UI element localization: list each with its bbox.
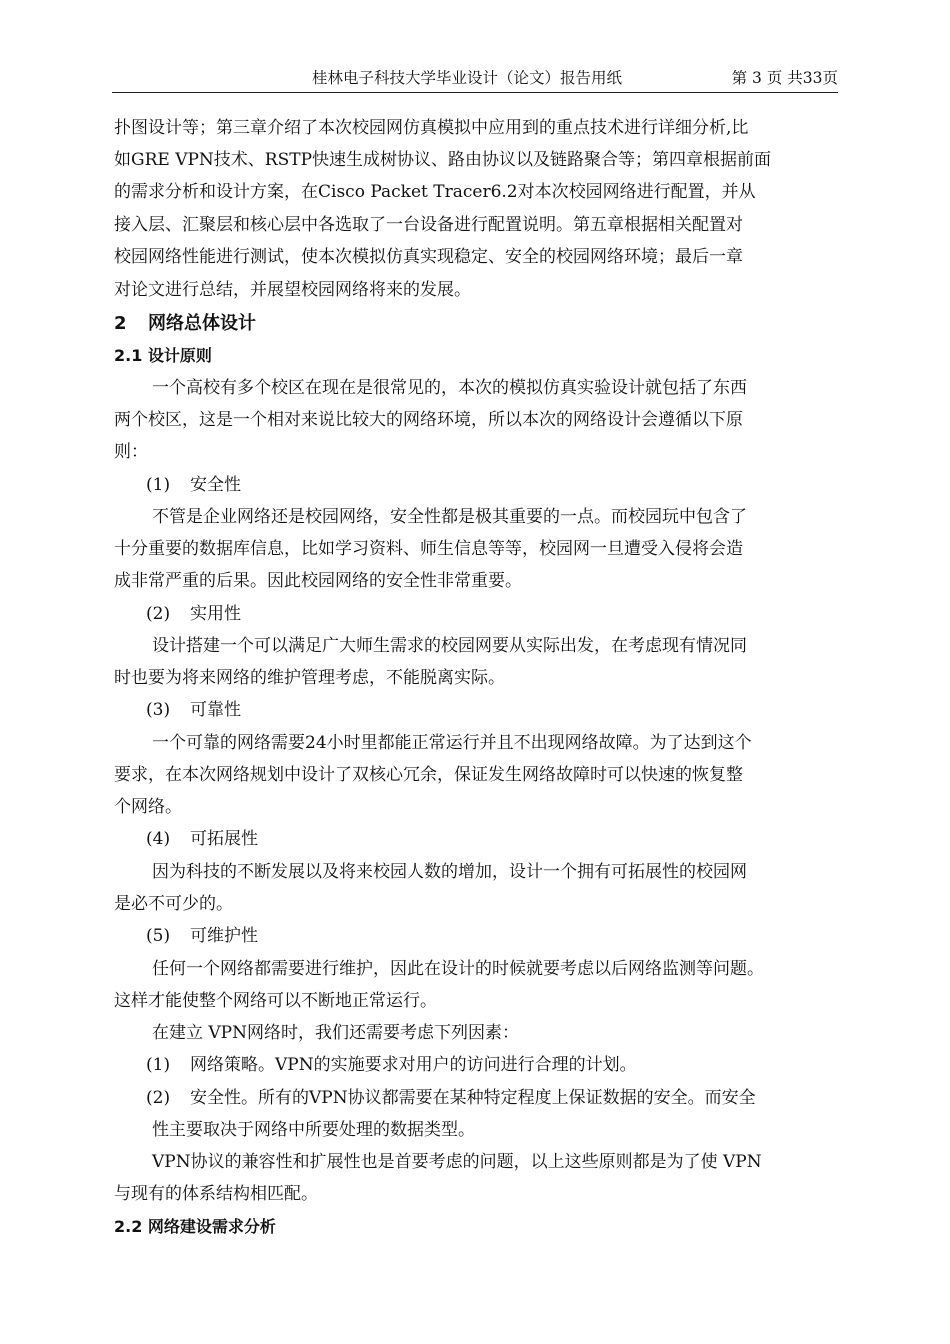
- paragraph-line: 这样才能使整个网络可以不断地正常运行。: [114, 991, 437, 1011]
- paragraph-line: 成非常严重的后果。因此校园网络的安全性非常重要。: [114, 571, 522, 591]
- list-item-text: 性主要取决于网络中所要处理的数据类型。: [152, 1120, 475, 1140]
- paragraph-line: 时也要为将来网络的维护管理考虑，不能脱离实际。: [114, 668, 505, 688]
- list-label: (5): [146, 926, 171, 946]
- list-label: (1): [146, 1055, 171, 1075]
- paragraph-line: 任何一个网络都需要进行维护，因此在设计的时候就要考虑以后网络监测等问题。: [152, 959, 764, 979]
- paragraph-line: 扑图设计等；第三章介绍了本次校园网仿真模拟中应用到的重点技术进行详细分析,比: [114, 118, 749, 138]
- paragraph-line: 如GRE VPN技术、RSTP快速生成树协议、路由协议以及链路聚合等；第四章根据前面: [114, 150, 772, 170]
- paragraph-line: 对论文进行总结，并展望校园网络将来的发展。: [114, 280, 471, 300]
- paragraph-line: 个网络。: [114, 797, 182, 817]
- paragraph-line: 一个高校有多个校区在现在是很常见的，本次的模拟仿真实验设计就包括了东西: [152, 378, 747, 398]
- paragraph-line: 是必不可少的。: [114, 894, 233, 914]
- paragraph-line: 的需求分析和设计方案，在Cisco Packet Tracer6.2对本次校园网络进行配置，并从: [114, 182, 756, 202]
- header-title: 桂林电子科技大学毕业设计（论文）报告用纸: [312, 69, 623, 87]
- subsection-title: 2.1 设计原则: [114, 346, 212, 365]
- paragraph-line: 接入层、汇聚层和核心层中各选取了一台设备进行配置说明。第五章根据相关配置对: [114, 215, 743, 235]
- paragraph-line: 一个可靠的网络需要24小时里都能正常运行并且不出现网络故障。为了达到这个: [152, 733, 752, 753]
- paragraph-line: VPN协议的兼容性和扩展性也是首要考虑的问题，以上这些原则都是为了使 VPN: [152, 1152, 762, 1172]
- list-item-title: 可维护性: [190, 926, 258, 946]
- paragraph-line: 不管是企业网络还是校园网络，安全性都是极其重要的一点。而校园玩中包含了: [152, 507, 747, 527]
- section-number: 2: [114, 313, 127, 334]
- paragraph-line: 与现有的体系结构相匹配。: [114, 1184, 318, 1204]
- subsection-title: 2.2 网络建设需求分析: [114, 1217, 276, 1236]
- paragraph-line: 校园网络性能进行测试，使本次模拟仿真实现稳定、安全的校园网络环境；最后一章: [114, 247, 743, 267]
- header-page-number: 第 3 页 共33页: [731, 69, 838, 87]
- paragraph-line: 十分重要的数据库信息，比如学习资料、师生信息等等，校园网一旦遭受入侵将会造: [114, 539, 743, 559]
- paragraph-line: 则：: [114, 442, 148, 462]
- list-label: (3): [146, 700, 171, 720]
- paragraph-line: 在建立 VPN网络时，我们还需要考虑下列因素：: [152, 1023, 519, 1043]
- list-label: (4): [146, 829, 171, 849]
- list-label: (2): [146, 1088, 171, 1108]
- list-label: (1): [146, 475, 171, 495]
- paragraph-line: 要求，在本次网络规划中设计了双核心冗余，保证发生网络故障时可以快速的恢复整: [114, 765, 743, 785]
- list-item-text: 安全性。所有的VPN协议都需要在某种特定程度上保证数据的安全。而安全: [190, 1088, 756, 1108]
- paragraph-line: 因为科技的不断发展以及将来校园人数的增加，设计一个拥有可拓展性的校园网: [152, 862, 747, 882]
- list-item-title: 实用性: [190, 604, 241, 624]
- section-title: 网络总体设计: [148, 313, 256, 334]
- list-item-text: 网络策略。VPN的实施要求对用户的访问进行合理的计划。: [190, 1055, 637, 1075]
- list-item-title: 可靠性: [190, 700, 241, 720]
- list-item-title: 可拓展性: [190, 829, 258, 849]
- paragraph-line: 两个校区，这是一个相对来说比较大的网络环境，所以本次的网络设计会遵循以下原: [114, 410, 743, 430]
- list-item-title: 安全性: [190, 475, 241, 495]
- paragraph-line: 设计搭建一个可以满足广大师生需求的校园网要从实际出发，在考虑现有情况同: [152, 636, 747, 656]
- list-label: (2): [146, 604, 171, 624]
